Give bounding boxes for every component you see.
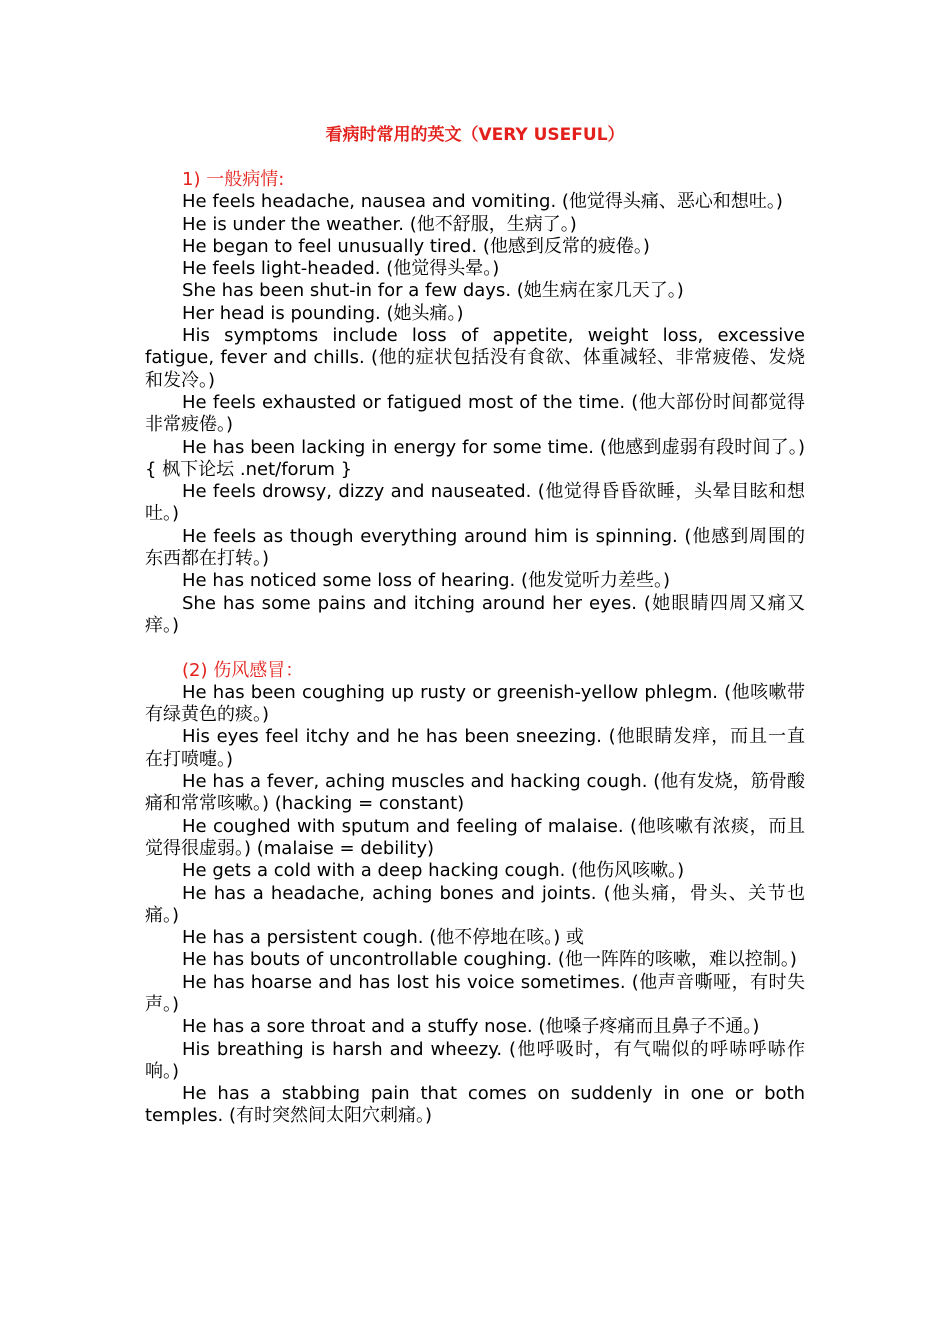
- paragraph: He is under the weather. (他不舒服，生病了。): [182, 213, 577, 235]
- paragraph: He feels drowsy, dizzy and nauseated. (他觉得昏昏欲睡，头晕目眩和想吐。): [145, 481, 805, 525]
- paragraph: He feels headache, nausea and vomiting. (他觉得头痛、恶心和想吐。): [182, 191, 783, 213]
- paragraph: He has been coughing up rusty or greenish-yellow phlegm. (他咳嗽带有绿黄色的痰。): [145, 681, 805, 726]
- document-title: 看病时常用的英文（VERY USEFUL）: [325, 125, 625, 145]
- paragraph: He has hoarse and has lost his voice sometimes. (他声音嘶哑，有时失声。): [145, 971, 805, 1015]
- paragraph: He began to feel unusually tired. (他感到反常的疲倦。): [182, 235, 650, 257]
- paragraph: His symptoms include loss of appetite, weight loss, excessive fatigue, fever and chills. (他的症状包括没有食欲、体重减轻、非常疲倦、发烧和发冷。): [145, 325, 805, 391]
- section-heading-general: 1) 一般病情:: [182, 169, 285, 190]
- paragraph: He has a persistent cough. (他不停地在咳。) 或: [182, 927, 584, 949]
- paragraph: He has a headache, aching bones and joints. (他头痛，骨头、关节也痛。): [145, 882, 805, 926]
- paragraph: He has a sore throat and a stuffy nose. (他嗓子疼痛而且鼻子不通。): [182, 1016, 760, 1038]
- paragraph: She has been shut-in for a few days. (她生病在家几天了。): [182, 280, 684, 302]
- paragraph: He has bouts of uncontrollable coughing. (他一阵阵的咳嗽，难以控制。): [182, 949, 797, 971]
- paragraph: She has some pains and itching around her eyes. (她眼睛四周又痛又痒。): [145, 592, 805, 636]
- paragraph: He feels as though everything around him is spinning. (他感到周围的东西都在打转。): [145, 525, 805, 570]
- paragraph: He feels light-headed. (他觉得头晕。): [182, 258, 500, 280]
- paragraph: He has been lacking in energy for some time. (他感到虚弱有段时间了。) { 枫下论坛 .net/forum }: [145, 436, 805, 480]
- paragraph: His eyes feel itchy and he has been sneezing. (他眼睛发痒，而且一直在打喷嚏。): [145, 726, 805, 770]
- paragraph: Her head is pounding. (她头痛。): [182, 302, 464, 324]
- section-heading-cold: (2) 伤风感冒：: [182, 659, 304, 681]
- paragraph: He gets a cold with a deep hacking cough. (他伤风咳嗽。): [182, 860, 685, 882]
- paragraph: He feels exhausted or fatigued most of the time. (他大部份时间都觉得非常疲倦。): [145, 391, 805, 436]
- document-body: [145, 169, 805, 1128]
- paragraph: He has a fever, aching muscles and hacking cough. (他有发烧，筋骨酸痛和常常咳嗽。) (hacking = constant): [145, 771, 805, 815]
- paragraph: He coughed with sputum and feeling of malaise. (他咳嗽有浓痰，而且觉得很虚弱。) (malaise = debility): [145, 815, 805, 859]
- paragraph: His breathing is harsh and wheezy. (他呼吸时，有气喘似的呼哧呼哧作响。): [145, 1038, 805, 1082]
- paragraph: He has a stabbing pain that comes on suddenly in one or both temples. (有时突然间太阳穴刺痛。): [145, 1083, 805, 1127]
- paragraph: He has noticed some loss of hearing. (他发觉听力差些。): [182, 570, 670, 592]
